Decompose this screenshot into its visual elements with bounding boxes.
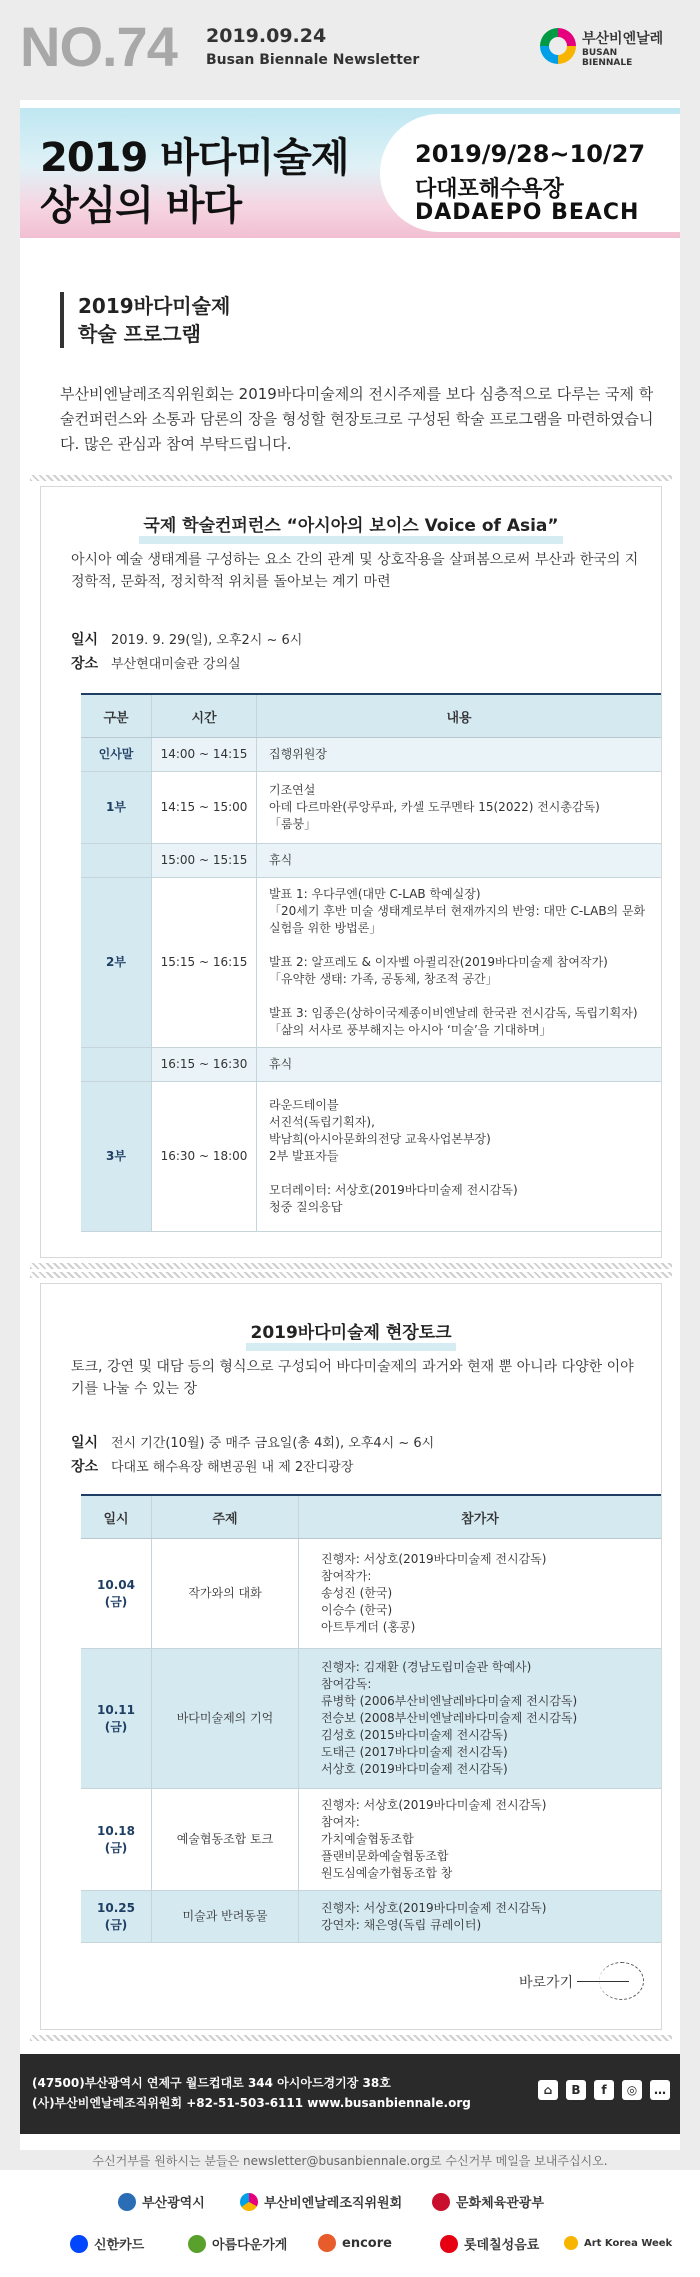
col-header: 일시	[81, 1495, 152, 1539]
row-time: 16:15 ~ 16:30	[152, 1048, 257, 1082]
section-intro: 부산비엔날레조직위원회는 2019바다미술제의 전시주제를 보다 심층적으로 다루는 국제 학술컨퍼런스와 소통과 담론의 장을 형성할 현장토크로 구성된 학술 프로그램을 마련하였습니다. 많은 관심과 참여 부탁드립니다.	[60, 385, 654, 453]
talk-date-label: 일시	[71, 1435, 99, 1451]
row-group	[81, 1048, 152, 1082]
row-time: 16:30 ~ 18:00	[152, 1082, 257, 1232]
table-row	[81, 878, 661, 1048]
issue-number: NO.74	[20, 15, 177, 78]
row-time: 15:00 ~ 15:15	[152, 844, 257, 878]
table-header-row	[81, 694, 661, 738]
sponsor-name: 신한카드	[94, 2238, 145, 2253]
sponsor-logo[interactable]	[432, 2192, 544, 2211]
footer-org[interactable]: (사)부산비엔날레조직위원회 +82-51-503-6111 www.busanbiennale.org	[32, 2096, 471, 2110]
talk-place-label: 장소	[71, 1459, 99, 1475]
row-content: 라운드테이블 서진석(독립기획자), 박남희(아시아문화의전당 교육사업본부장) 2부 발표자들 모더레이터: 서상호(2019바다미술제 전시감독) 청중 질의응답	[257, 1082, 662, 1232]
conference-date-label: 일시	[71, 632, 99, 648]
col-header: 주제	[152, 1495, 299, 1539]
row-topic: 작가와의 대화	[152, 1539, 299, 1649]
shinhan-icon	[70, 2235, 88, 2253]
talk-title-text: 2019바다미술제 현장토크	[246, 1323, 455, 1351]
unsubscribe-note: 수신거부를 원하시는 분들은 newsletter@busanbiennale.org로 수신거부 메일을 보내주십시오.	[92, 2154, 608, 2168]
sponsor-logo[interactable]	[188, 2234, 287, 2253]
table-row	[81, 1082, 661, 1232]
logo-en: BUSAN BIENNALE	[582, 48, 633, 68]
conference-title-text: 국제 학술컨퍼런스 “아시아의 보이스 Voice of Asia”	[139, 516, 562, 544]
festival-banner[interactable]	[20, 108, 680, 238]
sponsor-name: encore	[342, 2235, 392, 2251]
conference-place	[71, 653, 241, 676]
banner-venue-en: DADAEPO BEACH	[415, 200, 640, 225]
conference-title	[41, 511, 661, 536]
goto-label: 바로가기	[519, 1975, 574, 1991]
sponsor-logo[interactable]	[318, 2234, 392, 2252]
busan-city-icon	[118, 2193, 136, 2211]
sponsor-name: Art Korea Week	[584, 2237, 673, 2249]
sponsor-logo[interactable]	[70, 2234, 144, 2253]
row-topic: 미술과 반려동물	[152, 1891, 299, 1943]
sponsor-logo[interactable]	[564, 2236, 672, 2250]
sponsor-logo[interactable]	[240, 2192, 402, 2211]
table-row	[81, 1539, 661, 1649]
row-group	[81, 844, 152, 878]
row-content: 기조연설 아데 다르마완(루앙루파, 카셀 도쿠멘타 15(2022) 전시총감독) 「룸붕」	[257, 772, 662, 844]
row-topic: 예술협동조합 토크	[152, 1789, 299, 1891]
arrow-circle-icon	[599, 1962, 644, 2000]
footer-address: (47500)부산광역시 연제구 월드컵대로 344 아시아드경기장 38호	[32, 2076, 391, 2090]
row-time: 14:15 ~ 15:00	[152, 772, 257, 844]
issue-date: 2019.09.24	[206, 25, 327, 47]
row-time: 14:00 ~ 14:15	[152, 738, 257, 772]
row-time: 15:15 ~ 16:15	[152, 878, 257, 1048]
encore-icon	[318, 2234, 336, 2252]
row-group: 3부	[81, 1082, 152, 1232]
section-title-line1: 2019바다미술제	[78, 294, 231, 318]
busan-biennale-logo[interactable]	[540, 26, 670, 66]
sponsor-name: 롯데칠성음료	[464, 2238, 540, 2253]
talk-date-value: 전시 기간(10월) 중 매주 금요일(총 4회), 오후4시 ~ 6시	[111, 1436, 435, 1451]
section-title	[60, 292, 230, 348]
home-icon[interactable]: ⌂	[538, 2080, 558, 2100]
art-korea-week-icon	[564, 2236, 578, 2250]
row-date: 10.18 (금)	[81, 1789, 152, 1891]
banner-venue-kr: 다대포해수욕장	[415, 177, 564, 202]
banner-title-line1: 2019 바다미술제	[40, 135, 349, 181]
conference-date-value: 2019. 9. 29(일), 오후2시 ~ 6시	[111, 633, 303, 648]
talk-date	[71, 1432, 434, 1455]
conference-desc: 아시아 예술 생태계를 구성하는 요소 간의 관계 및 상호작용을 살펴봄으로써 부산과 한국의 지정학적, 문화적, 정치학적 위치를 돌아보는 계기 마련	[71, 552, 639, 590]
col-header: 내용	[257, 694, 662, 738]
table-row	[81, 1048, 661, 1082]
sponsor-logo[interactable]	[118, 2192, 205, 2211]
talk-desc: 토크, 강연 및 대담 등의 형식으로 구성되어 바다미술제의 과거와 현재 뿐 아니라 다양한 이야기를 나눌 수 있는 장	[71, 1359, 634, 1397]
conference-place-value: 부산현대미술관 강의실	[111, 657, 241, 672]
row-date: 10.04 (금)	[81, 1539, 152, 1649]
row-content: 집행위원장	[257, 738, 662, 772]
talk-title	[41, 1318, 661, 1343]
talk-place	[71, 1456, 353, 1479]
table-row	[81, 1789, 661, 1891]
row-people: 진행자: 서상호(2019바다미술제 전시감독) 참여자: 가치예술협동조합 플랜비문화예술협동조합 원도심예술가협동조합 창	[299, 1789, 662, 1891]
talk-place-value: 다대포 해수욕장 해변공원 내 제 2잔디광장	[111, 1460, 354, 1475]
talk-box	[40, 1283, 662, 2030]
chat-icon[interactable]: …	[650, 2080, 670, 2100]
row-content: 발표 1: 우다쿠엔(대만 C-LAB 학예실장) 「20세기 후반 미술 생태계로부터 현재까지의 반영: 대만 C-LAB의 문화실험을 위한 방법론」 발표 2: 알프레도 & 이자벨 아퀼리잔(2019바다미술제 참여작가) 「유약한 생태: 가족, 공동체, 창조적 공간」 발표 3: 임종은(상하이국제종이비엔날레 한국관 전시감독, 독립기획자) 「삶의 서사로 풍부해지는 아시아 ‘미술’을 기대하며」	[257, 878, 662, 1048]
facebook-icon[interactable]: f	[594, 2080, 614, 2100]
sponsor-logo[interactable]	[440, 2234, 539, 2253]
sponsor-name: 아름다운가게	[212, 2238, 288, 2253]
biennale-mark-icon	[240, 2193, 258, 2211]
conference-place-label: 장소	[71, 656, 99, 672]
row-group: 2부	[81, 878, 152, 1048]
col-header: 구분	[81, 694, 152, 738]
table-row	[81, 1891, 661, 1943]
banner-title-line2: 상심의 바다	[40, 183, 242, 229]
sponsor-name: 부산비엔날레조직위원회	[264, 2196, 403, 2211]
footer-bar	[20, 2054, 680, 2134]
newsletter-body	[20, 0, 680, 2150]
conference-box	[40, 486, 662, 1258]
goto-link[interactable]	[519, 1972, 573, 1992]
col-header: 참가자	[299, 1495, 662, 1539]
newsletter-name: Busan Biennale Newsletter	[206, 52, 420, 68]
row-content: 휴식	[257, 1048, 662, 1082]
table-row	[81, 738, 661, 772]
lotte-icon	[440, 2235, 458, 2253]
logo-kr: 부산비엔날레	[582, 31, 664, 47]
row-people: 진행자: 서상호(2019바다미술제 전시감독) 강연자: 채은영(독립 큐레이터)	[299, 1891, 662, 1943]
sponsor-logos	[0, 2170, 700, 2277]
header	[20, 0, 680, 100]
sponsor-name: 부산광역시	[142, 2196, 205, 2211]
row-people: 진행자: 서상호(2019바다미술제 전시감독) 참여작가: 송성진 (한국) 이승수 (한국) 아트투게더 (홍콩)	[299, 1539, 662, 1649]
table-row	[81, 772, 661, 844]
table-row	[81, 1649, 661, 1789]
table-row	[81, 844, 661, 878]
section-title-line2: 학술 프로그램	[78, 322, 201, 346]
row-date: 10.25 (금)	[81, 1891, 152, 1943]
row-group: 1부	[81, 772, 152, 844]
row-content: 휴식	[257, 844, 662, 878]
row-topic: 바다미술제의 기억	[152, 1649, 299, 1789]
conference-date	[71, 629, 302, 652]
instagram-icon[interactable]: ◎	[622, 2080, 642, 2100]
row-group: 인사말	[81, 738, 152, 772]
banner-dates: 2019/9/28~10/27	[415, 140, 646, 168]
row-date: 10.11 (금)	[81, 1649, 152, 1789]
conference-schedule-table	[81, 693, 661, 1232]
sponsor-name: 문화체육관광부	[456, 2196, 544, 2211]
table-header-row	[81, 1495, 661, 1539]
ministry-icon	[432, 2193, 450, 2211]
biennale-mark-icon	[540, 28, 576, 64]
talk-schedule-table	[81, 1494, 661, 1943]
col-header: 시간	[152, 694, 257, 738]
row-people: 진행자: 김재환 (경남도립미술관 학예사) 참여감독: 류병학 (2006부산비엔날레바다미술제 전시감독) 전승보 (2008부산비엔날레바다미술제 전시감독) 김성호 (2015바다미술제 전시감독) 도태근 (2017바다미술제 전시감독) 서상호 (2019바다미술제 전시감독)	[299, 1649, 662, 1789]
blog-icon[interactable]: B	[566, 2080, 586, 2100]
beautiful-store-icon	[188, 2235, 206, 2253]
